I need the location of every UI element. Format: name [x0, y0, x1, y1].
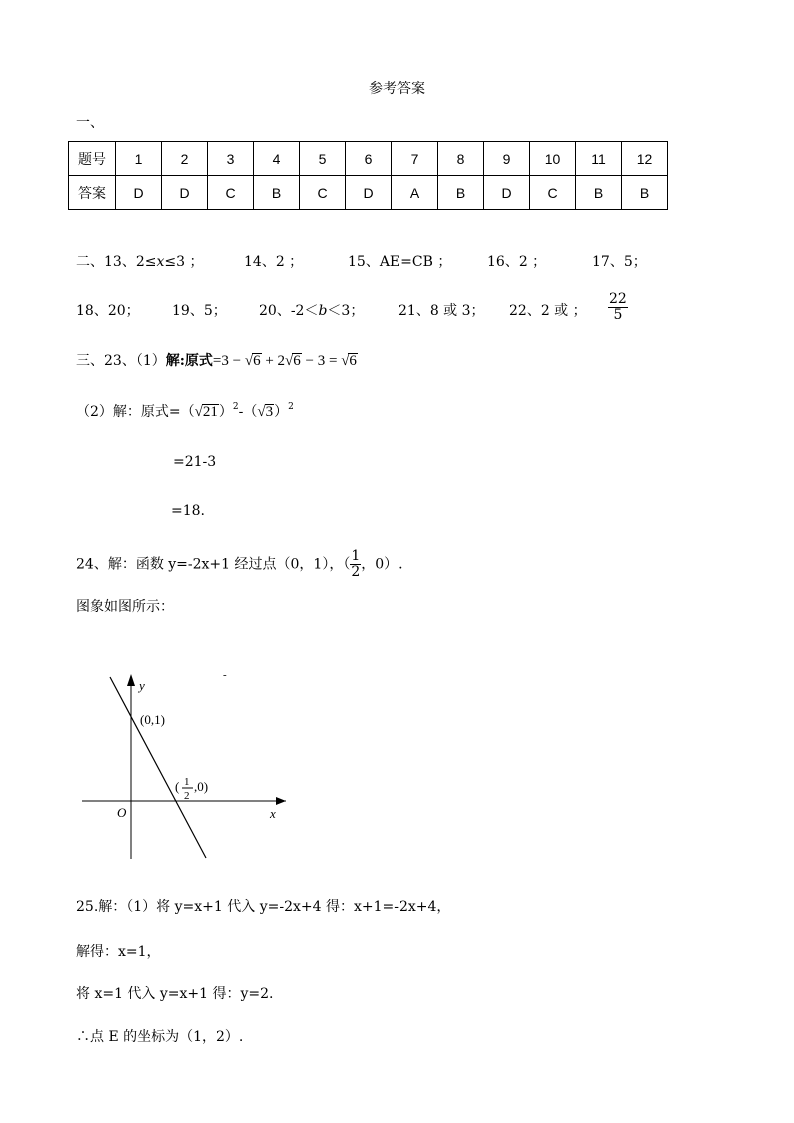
solution-25-line2: 解得：x=1， [76, 944, 161, 960]
answer-cell: D [484, 176, 530, 210]
half-fraction [350, 549, 361, 580]
answer-20-var: b [318, 303, 328, 319]
radicand: 6 [349, 353, 357, 369]
answer-20-prefix: 20、-2＜ [259, 303, 319, 319]
point-half-open: ( [175, 779, 180, 794]
solution-24-line1 [76, 549, 403, 580]
answer-19: 19、5； [172, 303, 227, 319]
solution-23-1-expression [213, 353, 358, 369]
answer-16: 16、2 ； [487, 254, 547, 270]
y-axis-arrow [127, 674, 135, 686]
fraction-denominator: 5 [613, 307, 623, 323]
answer-row [69, 176, 668, 210]
row-header-answer: 答案 [69, 176, 116, 210]
answer-13-var: x [156, 254, 165, 270]
solution-23-1-lead: 解:原式 [165, 353, 213, 369]
fraction-numerator: 1 [351, 548, 361, 564]
radicand: 6 [253, 353, 261, 369]
fraction-denominator: 2 [351, 564, 361, 580]
function-line [110, 677, 209, 858]
question-number-cell: 11 [576, 142, 622, 176]
answer-cell: B [438, 176, 484, 210]
exponent-1: 2 [232, 402, 239, 412]
page-title: 参考答案 [369, 81, 425, 97]
answer-22: 22、2 或 ； [509, 303, 587, 319]
question-number-cell: 1 [116, 142, 162, 176]
answer-cell: C [300, 176, 346, 210]
answer-13-prefix: 二、13、2≤ [76, 254, 157, 270]
point-0-1-label: (0,1) [140, 712, 165, 727]
sqrt-21: √21 [194, 404, 218, 420]
answer-cell: D [346, 176, 392, 210]
question-number-cell: 4 [254, 142, 300, 176]
answer-table [68, 141, 668, 210]
point-half-denominator: 2 [184, 790, 190, 802]
point-half-numerator: 1 [184, 776, 190, 788]
solution-25-line3: 将 x=1 代入 y=x+1 得：y=2. [76, 986, 274, 1002]
answer-cell: B [576, 176, 622, 210]
point-half-close: ,0) [194, 779, 209, 794]
row-header-question: 题号 [69, 142, 116, 176]
fraction-numerator: 22 [609, 291, 627, 307]
sqrt-6-a: √6 [244, 353, 261, 369]
answer-22-fraction [608, 292, 628, 323]
solution-23-2-step2: =18. [171, 503, 205, 519]
question-number-cell: 3 [208, 142, 254, 176]
answer-cell: A [392, 176, 438, 210]
answer-18: 18、20； [76, 303, 140, 319]
stray-mark: - [223, 669, 227, 681]
solution-24-prefix: 24、解：函数 y=-2x+1 经过点（0，1），（ [76, 556, 351, 573]
sqrt-6-b: √6 [285, 353, 301, 369]
minus-open-paren: -（ [238, 404, 258, 420]
solution-23-2-step1: =21-3 [173, 454, 217, 470]
answer-14: 14、2 ； [244, 254, 304, 270]
question-number-cell: 12 [622, 142, 668, 176]
function-graph [60, 660, 300, 870]
solution-25-line4: ∴点 E 的坐标为（1，2）. [76, 1029, 244, 1045]
radicand: 3 [265, 404, 274, 420]
solution-23-2 [76, 401, 294, 421]
section-one-label: 一、 [76, 115, 104, 131]
answer-cell: D [116, 176, 162, 210]
answer-cell: D [162, 176, 208, 210]
question-number-row [69, 142, 668, 176]
exponent-2: 2 [288, 402, 294, 412]
origin-label: O [117, 805, 127, 820]
expr-part-c: − 3 = [301, 353, 342, 369]
x-axis-label: x [270, 806, 276, 821]
solution-23-1 [76, 350, 358, 370]
answer-13 [76, 251, 203, 271]
question-number-cell: 7 [392, 142, 438, 176]
question-number-cell: 2 [162, 142, 208, 176]
answer-cell: C [530, 176, 576, 210]
question-number-cell: 8 [438, 142, 484, 176]
question-number-cell: 6 [346, 142, 392, 176]
solution-23-2-prefix: （2）解：原式=（ [76, 404, 195, 420]
radicand: 21 [202, 404, 218, 420]
answer-cell: C [208, 176, 254, 210]
solution-25-line1: 25.解：（1）将 y=x+1 代入 y=-2x+4 得：x+1=-2x+4， [76, 899, 451, 915]
answer-15: 15、AE=CB ； [348, 254, 452, 270]
answer-17: 17、5； [592, 254, 647, 270]
answer-20 [259, 300, 364, 320]
question-number-cell: 10 [530, 142, 576, 176]
answer-21: 21、8 或 3； [398, 303, 485, 319]
sqrt-6-c: √6 [341, 353, 357, 369]
answer-cell: B [622, 176, 668, 210]
sqrt-3: √3 [257, 404, 274, 420]
question-number-cell: 5 [300, 142, 346, 176]
expr-part-b: + 2 [261, 353, 286, 369]
y-axis-label: y [139, 678, 145, 693]
solution-24-suffix: ，0）. [361, 556, 403, 573]
answer-13-suffix: ≤3 ； [164, 254, 204, 270]
solution-24-line2: 图象如图所示： [76, 599, 174, 615]
solution-23-1-prefix: 三、23、（1） [76, 353, 166, 369]
close-paren-2: ） [274, 404, 289, 420]
close-paren-1: ） [218, 404, 233, 420]
question-number-cell: 9 [484, 142, 530, 176]
answer-20-suffix: ＜3； [327, 303, 365, 319]
answer-cell: B [254, 176, 300, 210]
x-axis-arrow [276, 797, 286, 805]
radicand: 6 [293, 353, 301, 369]
expr-part-a: =3 − [212, 353, 245, 369]
